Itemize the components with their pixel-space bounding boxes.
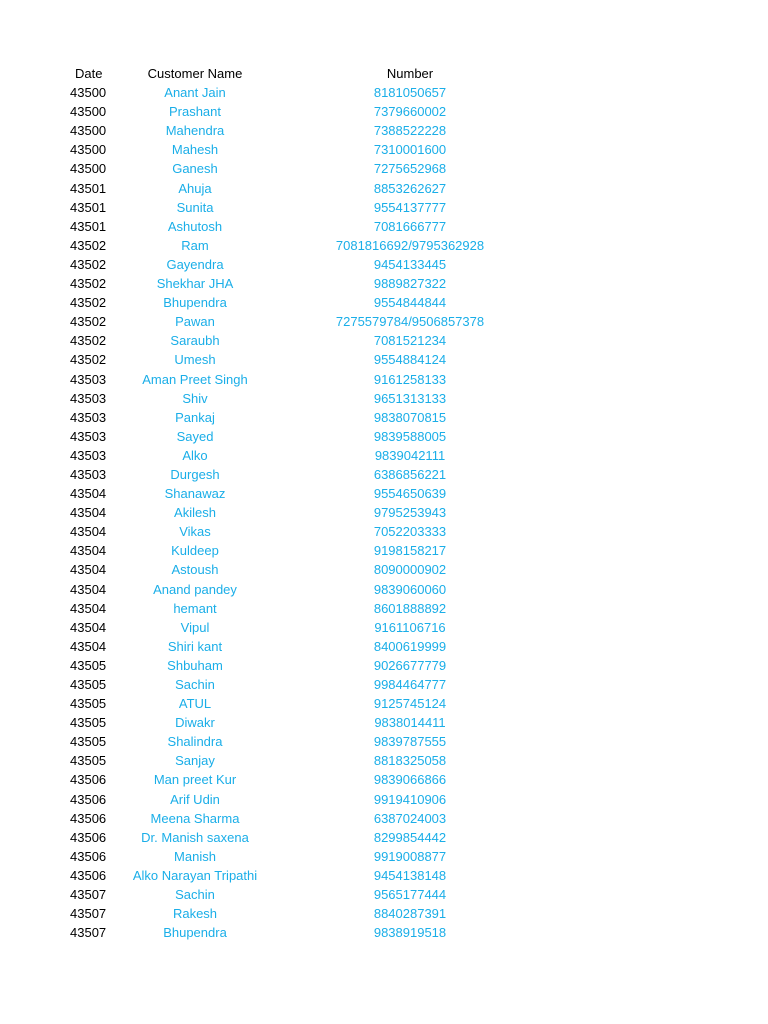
row-date: 43501 [70,180,107,196]
row-customer-name: Saraubh [170,333,220,349]
row-customer-name: Ram [181,237,209,253]
row-date: 43501 [70,218,107,234]
row-date: 43500 [70,161,107,177]
row-date: 43506 [70,772,107,788]
row-number: 9984464777 [373,677,447,692]
table-row [0,293,768,312]
row-date: 43500 [70,142,107,158]
table-row [0,809,768,828]
row-customer-name: Vikas [179,524,211,540]
table-row [0,847,768,866]
row-number: 9565177444 [373,887,447,903]
table-row [0,904,768,923]
row-date: 43506 [70,867,107,883]
row-customer-name: Mahendra [165,123,225,139]
row-customer-name: Man preet Kur [153,772,237,788]
row-customer-name: Vipul [180,619,210,635]
row-date: 43505 [70,677,107,692]
table-row [0,484,768,503]
table-row [0,83,768,102]
table-header-row [0,64,768,83]
row-customer-name: Prashant [168,104,222,120]
row-customer-name: Sachin [175,677,215,692]
row-customer-name: Sachin [175,887,215,903]
row-customer-name: Akilesh [174,505,216,521]
row-number: 9838014411 [374,715,446,731]
row-date: 43501 [70,199,107,215]
table-row [0,522,768,541]
row-customer-name: Ashutosh [167,218,223,234]
table-row [0,751,768,770]
row-number: 8090000902 [373,562,447,578]
row-date: 43507 [70,887,107,903]
row-customer-name: Manish [174,848,216,864]
table-row [0,465,768,484]
row-customer-name: Sanjay [175,753,215,769]
row-customer-name: Anand pandey [153,581,237,597]
row-customer-name: Alko Narayan Tripathi [132,867,258,883]
row-date: 43502 [70,256,107,272]
header-customer-name: Customer Name [147,66,243,81]
row-customer-name: Dr. Manish saxena [141,829,249,845]
table-row [0,770,768,789]
row-customer-name: Shbuham [167,657,223,673]
row-date: 43502 [70,333,107,349]
table-row [0,331,768,350]
row-date: 43503 [70,428,107,444]
row-customer-name: hemant [173,600,217,616]
row-number: 9839787555 [373,734,447,750]
table-row [0,350,768,369]
table-row [0,694,768,713]
row-date: 43504 [70,619,107,635]
row-date: 43500 [70,85,107,101]
row-customer-name: Diwakr [175,715,215,731]
row-customer-name: Pawan [175,314,215,330]
table-row [0,370,768,389]
row-date: 43505 [70,734,107,750]
row-date: 43503 [70,409,107,425]
row-number: 8400619999 [373,638,447,654]
row-number: 7388522228 [373,123,447,139]
row-customer-name: Sunita [176,199,214,215]
table-row [0,599,768,618]
header-date: Date [75,66,103,81]
row-customer-name: Aman Preet Singh [142,371,248,387]
table-row [0,427,768,446]
row-number: 9795253943 [373,505,447,521]
row-date: 43503 [70,390,107,406]
row-date: 43504 [70,600,107,616]
row-date: 43505 [70,696,107,712]
row-number: 7081816692/9795362928 [335,237,485,253]
table-row [0,675,768,694]
row-date: 43500 [70,104,107,120]
row-customer-name: Meena Sharma [150,810,240,826]
row-customer-name: Ganesh [172,161,218,177]
row-customer-name: Umesh [174,352,216,368]
table-row [0,274,768,293]
row-date: 43507 [70,906,107,922]
row-number: 9554650639 [373,486,447,502]
row-date: 43506 [70,848,107,864]
row-number: 7081666777 [373,218,447,234]
row-number: 9839588005 [373,428,447,444]
table-row [0,140,768,159]
row-number: 8853262627 [373,180,447,196]
row-customer-name: ATUL [178,696,212,712]
row-number: 9839066866 [373,772,447,788]
row-customer-name: Shekhar JHA [156,276,234,292]
row-date: 43504 [70,581,107,597]
row-number: 9026677779 [373,657,447,673]
row-customer-name: Arif Udin [170,791,220,807]
row-customer-name: Ahuja [178,180,212,196]
row-number: 6386856221 [373,466,447,482]
customer-table [0,64,768,942]
row-date: 43505 [70,657,107,673]
row-number: 8840287391 [373,906,447,922]
row-date: 43506 [70,791,107,807]
row-number: 7275579784/9506857378 [335,314,485,330]
table-row [0,503,768,522]
row-date: 43504 [70,505,107,521]
table-row [0,637,768,656]
row-customer-name: Pankaj [175,409,215,425]
row-customer-name: Mahesh [171,142,219,158]
row-number: 6387024003 [373,810,447,826]
row-date: 43506 [70,810,107,826]
table-row [0,159,768,178]
table-row [0,885,768,904]
row-customer-name: Shiri kant [167,638,223,654]
row-date: 43504 [70,486,107,502]
row-number: 9554137777 [373,199,447,215]
row-number: 8601888892 [373,600,447,616]
row-date: 43503 [70,466,107,482]
table-row [0,580,768,599]
table-row [0,828,768,847]
row-customer-name: Gayendra [166,256,224,272]
table-row [0,408,768,427]
row-customer-name: Rakesh [172,906,218,922]
header-number: Number [386,66,434,81]
row-number: 8818325058 [373,753,447,769]
table-row [0,102,768,121]
row-number: 9125745124 [373,696,447,712]
row-date: 43504 [70,543,107,559]
row-date: 43504 [70,562,107,578]
table-row [0,866,768,885]
row-date: 43502 [70,295,107,311]
row-number: 9198158217 [373,543,447,559]
row-number: 9454138148 [373,867,447,883]
row-number: 9651313133 [373,390,447,406]
table-row [0,236,768,255]
row-number: 9919008877 [373,848,447,864]
row-date: 43507 [70,925,107,941]
row-number: 9454133445 [373,256,447,272]
row-customer-name: Bhupendra [163,925,227,941]
table-row [0,618,768,637]
table-row [0,121,768,140]
row-number: 9554884124 [373,352,447,368]
row-number: 7379660002 [373,104,447,120]
row-customer-name: Bhupendra [163,295,227,311]
row-number: 7081521234 [373,333,447,349]
row-number: 7310001600 [373,142,447,158]
table-row [0,255,768,274]
table-row [0,198,768,217]
row-number: 9889827322 [373,276,447,292]
row-number: 9839060060 [373,581,447,597]
row-customer-name: Shalindra [167,734,223,750]
row-number: 9839042111 [374,447,446,463]
table-row [0,541,768,560]
row-number: 8181050657 [373,85,447,101]
row-number: 9838919518 [373,925,447,941]
row-date: 43505 [70,715,107,731]
row-customer-name: Alko [182,447,208,463]
row-number: 8299854442 [373,829,447,845]
table-row [0,656,768,675]
row-number: 9919410906 [373,791,447,807]
row-date: 43504 [70,638,107,654]
row-number: 9161106716 [374,619,446,635]
table-row [0,312,768,331]
row-date: 43503 [70,447,107,463]
table-row [0,790,768,809]
row-number: 7275652968 [373,161,447,177]
row-customer-name: Astoush [171,562,219,578]
row-date: 43502 [70,276,107,292]
row-number: 9838070815 [373,409,447,425]
table-body [0,83,768,942]
row-customer-name: Sayed [176,428,214,444]
row-customer-name: Durgesh [170,466,220,482]
row-date: 43502 [70,352,107,368]
row-customer-name: Anant Jain [164,85,226,101]
row-date: 43505 [70,753,107,769]
row-date: 43502 [70,237,107,253]
row-number: 9554844844 [373,295,447,311]
row-number: 7052203333 [373,524,447,540]
row-date: 43500 [70,123,107,139]
row-date: 43504 [70,524,107,540]
table-row [0,389,768,408]
table-row [0,179,768,198]
row-customer-name: Kuldeep [171,543,219,559]
row-number: 9161258133 [373,371,447,387]
table-row [0,732,768,751]
table-row [0,217,768,236]
table-row [0,560,768,579]
row-date: 43502 [70,314,107,330]
row-date: 43503 [70,371,107,387]
row-customer-name: Shanawaz [164,486,226,502]
table-row [0,446,768,465]
row-date: 43506 [70,829,107,845]
table-row [0,713,768,732]
row-customer-name: Shiv [182,390,208,406]
table-row [0,923,768,942]
